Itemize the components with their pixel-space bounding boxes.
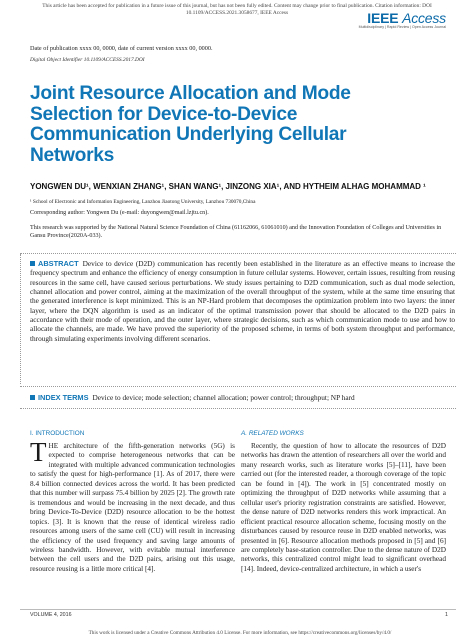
abstract-top-rule (20, 253, 456, 254)
introduction-text (30, 437, 235, 574)
related-works-text (241, 442, 446, 574)
related-works-body: Recently, the question of how to allocate the resources of D2D networks has drawn the attention of researchers all over the world and many research works, such as literature works [5]–[11], have been carried out (for the interested reader, a thorough coverage of the topic can be found in [4]). The work in [5] concentrated mostly on optimizing the throughput of D2D networks while assuming that a cellular user's priority registration constraints are satisfied. However, the dense nature of D2D networks renders this work impractical. An efficient practical resource allocation scheme, focusing mostly on the disturbances caused by resource reuse in D2D enabled networks, was presented in [6]. Resource allocation methods proposed in [5] and [6] are completely base-station controller. Due to the dense nature of D2D networks, this centralized control might lead to significant overhead [14]. Indeed, device-centralized architecture, in which a user's (241, 442, 446, 573)
index-bottom-rule (20, 408, 456, 409)
doi-identifier: Digital Object Identifier 10.1109/ACCESS.2017.DOI (30, 57, 145, 63)
corresponding-author: Corresponding author: Yongwen Du (e-mail: duyongwen@mail.lzjtu.cn). (30, 210, 209, 216)
abstract-label: ABSTRACT (38, 259, 79, 268)
volume-label: VOLUME 4, 2016 (30, 612, 72, 618)
publication-dates: Date of publication xxxx 00, 0000, date of current version xxxx 00, 0000. (30, 45, 213, 52)
abstract-marker-icon (30, 261, 35, 266)
introduction-heading: I. INTRODUCTION (30, 430, 85, 437)
related-works-heading: A. RELATED WORKS (241, 430, 304, 437)
journal-tagline: Multidisciplinary | Rapid Review | Open Access Journal (358, 25, 446, 29)
journal-name: IEEE Access (367, 10, 446, 26)
index-top-rule (20, 386, 456, 387)
index-marker-icon (30, 395, 35, 400)
abstract (30, 259, 455, 343)
author-list: YONGWEN DU¹, WENXIAN ZHANG¹, SHAN WANG¹, JINZONG XIA¹, AND HYTHEIM ALHAG MOHAMMAD ¹ (30, 182, 426, 191)
affiliation: ¹ School of Electronic and Information Engineering, Lanzhou Jiaotong University, Lanzhou 730070,China (30, 199, 256, 205)
page-number: 1 (445, 612, 448, 618)
index-terms-label: INDEX TERMS (38, 393, 89, 402)
license-notice: This work is licensed under a Creative Commons Attribution 4.0 License. For more information, see https://creativecommons.org/licenses/by/4.0/ (88, 630, 392, 636)
drop-cap-lead: HE (48, 442, 59, 450)
footer-rule (20, 609, 456, 610)
notice-line-2: 10.1109/ACCESS.2021.3058677, IEEE Access (185, 10, 289, 16)
notice-line-1: This article has been accepted for publication in a future issue of this journal, but has not been fully edited. Content may change prior to final publication. Citation information: DOI (42, 3, 432, 9)
introduction-body: architecture of the fifth-generation networks (5G) is expected to comprise heterogeneous networks that can be integrated with multiple advanced communication technologies to satisfy the quest for high-performance [1]. As of 2017, there were 8.4 billion connected devices across the world. It has been predicted that this number will surpass 75.4 billion by 2025 [2]. The growth rate is tremendous and would be increasing in the next decade, and thus bring Device-To-Device (D2D) resource allocation to be the hottest topics. [3]. It is known that the reuse of identical wireless radio resources among users of the same cell (CU) will result in increasing the efficiency of the used frequency and saving large amounts of wireless bandwidth. However, with evitable mutual interference between the cell users and the D2D pairs, arising out this usage, resource reusing is a little more critical [4]. (30, 442, 235, 573)
index-terms (30, 393, 455, 402)
abstract-side-rule (20, 254, 21, 384)
journal-logo (359, 10, 446, 29)
funding-statement: This research was supported by the National Natural Science Foundation of China (61162066, 61061010) and the Innovation Foundation of Colleges and Universities in Gansu Province(2020A-033). (30, 225, 442, 239)
index-terms-text: Device to device; mode selection; channel allocation; power control; throughput; NP hard (92, 393, 355, 402)
abstract-text: Device to device (D2D) communication has recently been established in the literature as an effective means to increase the frequency spectrum and enhance the efficiency of energy consumption in future cellular systems. However, certain issues, resulting from reusing resources in the same cell, have caused serious perturbations. We study issues pertaining to D2D communication, such as dual mode selection, channel allocation and power control, aiming at the maximization of the overall throughput of the system, while at the same time ensuring that the generated interference is kept minimized. This is an NP-Hard problem that decomposes the optimization problem into two layers: the inner layer, where the DQN algorithm is used as an indicator of the optimal transmission power that should be allocated to the D2D pairs in accordance with their mode of operation, and the outer layer, where strategic decisions, such as which communication mode to use and how to allocate the channels, are made. We have proved the superiority of the proposed scheme, in terms of both system throughput and performance, through simulating experiments involving different scenarios. (30, 259, 455, 343)
drop-cap: T (30, 437, 47, 467)
paper-title: Joint Resource Allocation and Mode Selection for Device-to-Device Communication Underlying Cellular Networks (30, 83, 351, 166)
